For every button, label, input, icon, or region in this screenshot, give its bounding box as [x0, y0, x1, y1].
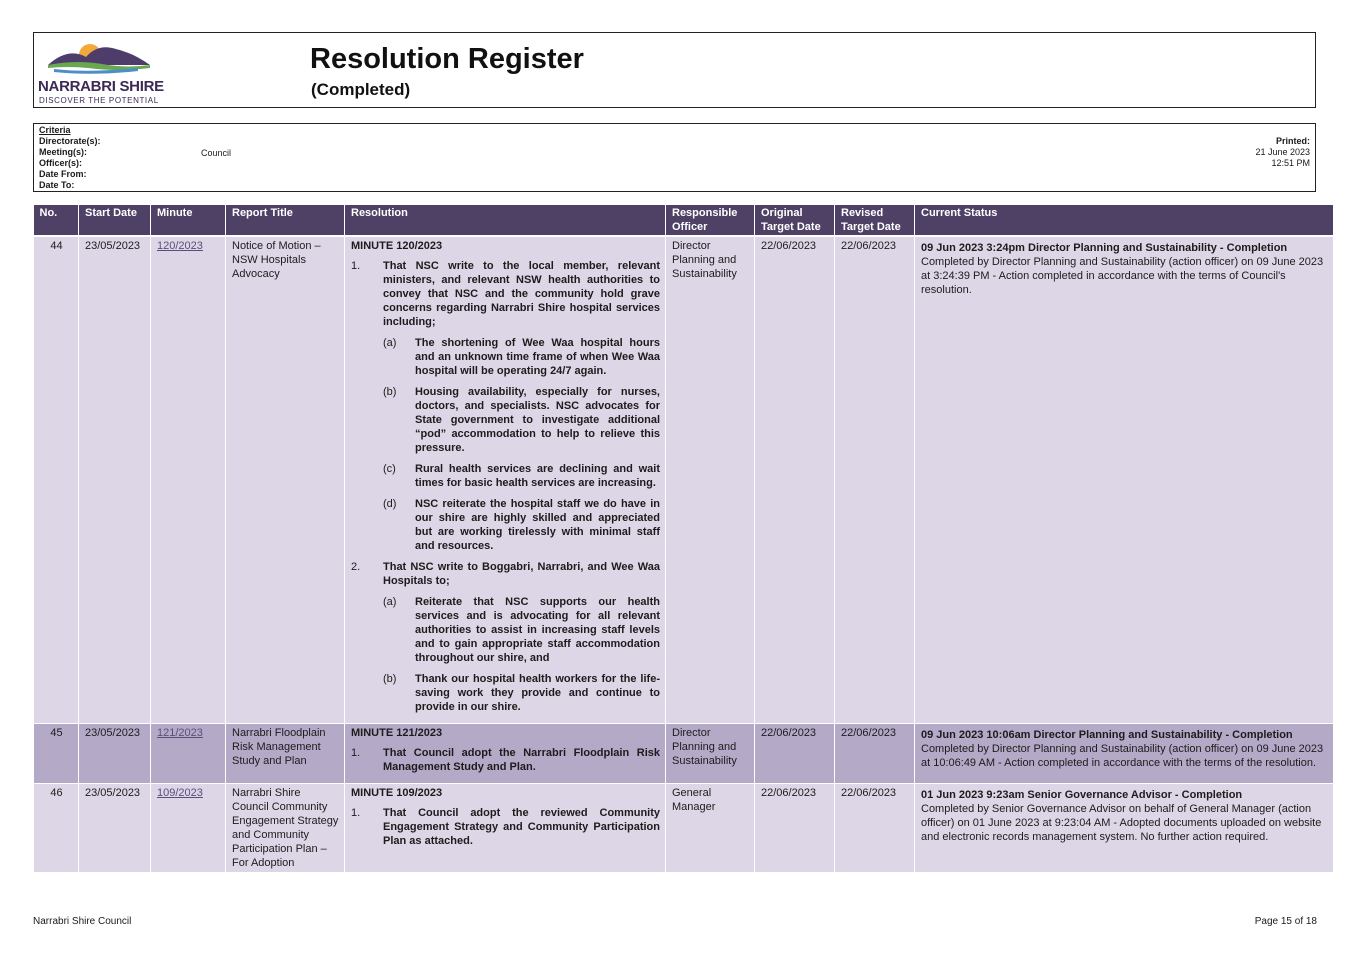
minute-cell	[151, 236, 226, 724]
col-original-target: Original Target Date	[755, 205, 835, 236]
criteria-heading: Criteria	[39, 125, 71, 135]
col-resolution: Resolution	[345, 205, 666, 236]
criteria-panel	[33, 123, 1316, 192]
logo-tagline: DISCOVER THE POTENTIAL	[39, 96, 159, 105]
minute-heading: MINUTE 109/2023	[351, 787, 443, 799]
responsible-officer: General Manager	[666, 784, 755, 873]
revised-target-date: 22/06/2023	[835, 784, 915, 873]
start-date: 23/05/2023	[79, 784, 151, 873]
original-target-date: 22/06/2023	[755, 724, 835, 784]
row-number: 44	[34, 236, 79, 724]
minute-link[interactable]: 109/2023	[157, 787, 203, 799]
page-title: Resolution Register	[310, 43, 584, 75]
current-status	[915, 724, 1334, 784]
current-status	[915, 236, 1334, 724]
resolution-table	[33, 205, 1334, 873]
date-to-label: Date To:	[39, 180, 75, 190]
resolution-subitem: (a) The shortening of Wee Waa hospital hours and an unknown time frame of when Wee Waa hospital will be operating 24/7 again.	[383, 337, 660, 377]
revised-target-date: 22/06/2023	[835, 724, 915, 784]
officer-label: Officer(s):	[39, 158, 83, 168]
footer-page-number: Page 15 of 18	[1254, 916, 1317, 927]
date-from-label: Date From:	[39, 169, 87, 179]
status-heading: 09 Jun 2023 10:06am Director Planning and Sustainability - Completion	[921, 729, 1293, 741]
report-title: Notice of Motion – NSW Hospitals Advocacy	[226, 236, 345, 724]
minute-cell	[151, 784, 226, 873]
status-text: Completed by Senior Governance Advisor on behalf of General Manager (action officer) on 01 June 2023 at 9:23:04 AM - Adopted documents uploaded on website and electronic records management system. No further action required.	[921, 803, 1322, 843]
resolution-cell	[345, 724, 666, 784]
table-row	[34, 724, 1334, 784]
status-text: Completed by Director Planning and Sustainability (action officer) on 09 June 2023 at 3:24:39 PM - Action completed in accordance with the terms of Council's resolution.	[921, 256, 1324, 296]
logo-wordmark: NARRABRI SHIRE	[38, 78, 164, 95]
col-no: No.	[34, 205, 79, 236]
responsible-officer: Director Planning and Sustainability	[666, 236, 755, 724]
footer-org: Narrabri Shire Council	[33, 916, 132, 927]
report-title: Narrabri Shire Council Community Engagement Strategy and Community Participation Plan – For Adoption	[226, 784, 345, 873]
table-row	[34, 236, 1334, 724]
resolution-subitem: (d) NSC reiterate the hospital staff we do have in our shire are highly skilled and appreciated but are working tirelessly with minimal staff and resources.	[383, 498, 660, 552]
directorate-label: Directorate(s):	[39, 136, 101, 146]
printed-date: 21 June 2023	[1255, 147, 1310, 157]
col-start-date: Start Date	[79, 205, 151, 236]
page-subtitle: (Completed)	[311, 80, 411, 99]
minute-heading: MINUTE 121/2023	[351, 727, 443, 739]
resolution-subitem: (b) Thank our hospital health workers for the life-saving work they provide and continue to provide in our shire.	[383, 673, 660, 713]
resolution-item: 2. That NSC write to Boggabri, Narrabri, and Wee Waa Hospitals to;	[351, 561, 660, 587]
row-number: 45	[34, 724, 79, 784]
col-responsible-officer: Responsible Officer	[666, 205, 755, 236]
printed-time: 12:51 PM	[1271, 158, 1310, 168]
status-text: Completed by Director Planning and Sustainability (action officer) on 09 June 2023 at 10:06:49 AM - Action completed in accordance with the terms of the resolution.	[921, 743, 1324, 769]
minute-cell	[151, 724, 226, 784]
start-date: 23/05/2023	[79, 724, 151, 784]
resolution-subitem: (c) Rural health services are declining and wait times for basic health services are increasing.	[383, 463, 660, 489]
resolution-item: 1. That Council adopt the reviewed Community Engagement Strategy and Community Participation Plan as attached.	[351, 807, 660, 847]
report-header	[33, 32, 1316, 108]
resolution-cell	[345, 784, 666, 873]
original-target-date: 22/06/2023	[755, 784, 835, 873]
meeting-value: Council	[201, 148, 232, 158]
resolution-item: 1. That Council adopt the Narrabri Floodplain Risk Management Study and Plan.	[351, 747, 660, 773]
printed-label: Printed:	[1275, 136, 1310, 146]
table-row	[34, 784, 1334, 873]
resolution-subitem: (b) Housing availability, especially for nurses, doctors, and specialists. NSC advocates for State government to investigate additional “pod” accommodation to help to relieve this pressure.	[383, 386, 660, 454]
col-report-title: Report Title	[226, 205, 345, 236]
status-heading: 01 Jun 2023 9:23am Senior Governance Advisor - Completion	[921, 789, 1243, 801]
resolution-item: 1. That NSC write to the local member, relevant ministers, and relevant NSW health authorities to convey that NSC and the community hold grave concerns regarding Narrabri Shire hospital services including;	[351, 260, 660, 328]
printed-stamp	[1255, 136, 1310, 169]
status-heading: 09 Jun 2023 3:24pm Director Planning and Sustainability - Completion	[921, 242, 1288, 254]
minute-link[interactable]: 121/2023	[157, 727, 203, 739]
original-target-date: 22/06/2023	[755, 236, 835, 724]
report-title: Narrabri Floodplain Risk Management Study and Plan	[226, 724, 345, 784]
meeting-label: Meeting(s):	[39, 147, 87, 157]
resolution-cell	[345, 236, 666, 724]
minute-link[interactable]: 120/2023	[157, 240, 203, 252]
table-header-row	[34, 205, 1334, 236]
col-current-status: Current Status	[915, 205, 1334, 236]
start-date: 23/05/2023	[79, 236, 151, 724]
resolution-subitem: (a) Reiterate that NSC supports our health services and is advocating for all relevant authorities to assist in increasing staff levels and to gain appropriate staff accommodation throughout our shire, and	[383, 596, 660, 664]
minute-heading: MINUTE 120/2023	[351, 240, 443, 252]
row-number: 46	[34, 784, 79, 873]
revised-target-date: 22/06/2023	[835, 236, 915, 724]
col-minute: Minute	[151, 205, 226, 236]
responsible-officer: Director Planning and Sustainability	[666, 724, 755, 784]
current-status	[915, 784, 1334, 873]
col-revised-target: Revised Target Date	[835, 205, 915, 236]
